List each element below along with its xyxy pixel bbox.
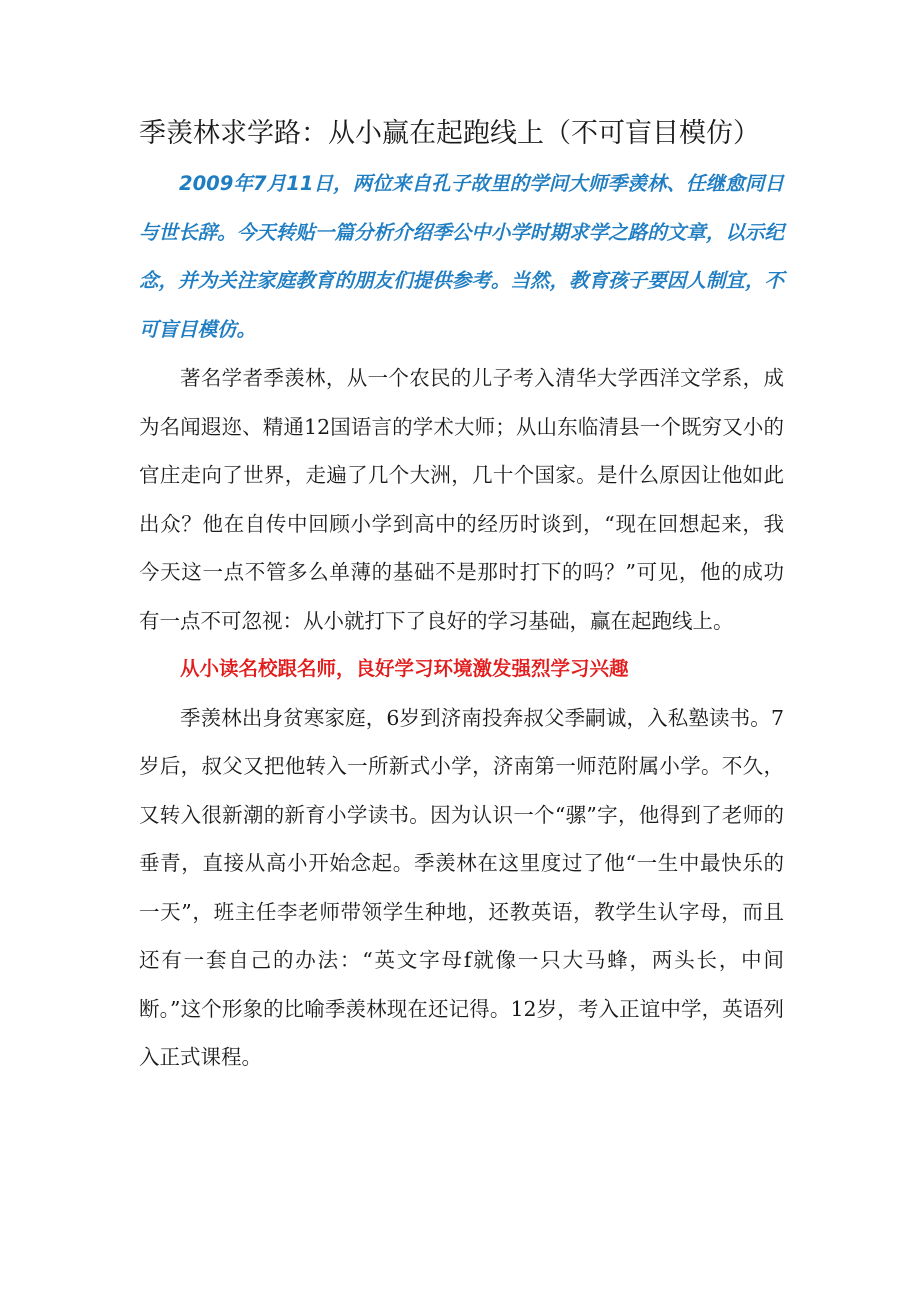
section-heading: 从小读名校跟名师，良好学习环境激发强烈学习兴趣	[180, 657, 629, 680]
document-title: 季羡林求学路：从小赢在起跑线上（不可盲目模仿）	[139, 118, 760, 149]
body-paragraph-1: 著名学者季羡林，从一个农民的儿子考入清华大学西洋文学系，成为名闻遐迩、精通12国语言的学术大师；从山东临清县一个既穷又小的官庄走向了世界，走遍了几个大洲，几十个国家。是什么原因让他如此出众？他在自传中回顾小学到高中的经历时谈到，“现在回想起来，我今天这一点不管多么单薄的基础不是那时打下的吗？”可见，他的成功有一点不可忽视：从小就打下了良好的学习基础，赢在起跑线上。	[139, 366, 784, 633]
intro-paragraph: 2009年7月11日，两位来自孔子故里的学问大师季羡林、任继愈同日与世长辞。今天转贴一篇分析介绍季公中小学时期求学之路的文章，以示纪念，并为关注家庭教育的朋友们提供参考。当然，教育孩子要因人制宜，不可盲目模仿。	[139, 172, 784, 341]
document-content	[139, 112, 784, 1082]
body-paragraph-2: 季羡林出身贫寒家庭，6岁到济南投奔叔父季嗣诚，入私塾读书。7岁后，叔父又把他转入一所新式小学，济南第一师范附属小学。不久，又转入很新潮的新育小学读书。因为认识一个“骡”字，他得到了老师的垂青，直接从高小开始念起。季羡林在这里度过了他“一生中最快乐的一天”，班主任李老师带领学生种地，还教英语，教学生认字母，而且还有一套自己的办法：“英文字母f就像一只大马蜂，两头长，中间断。”这个形象的比喻季羡林现在还记得。12岁，考入正谊中学，英语列入正式课程。	[139, 705, 784, 1069]
